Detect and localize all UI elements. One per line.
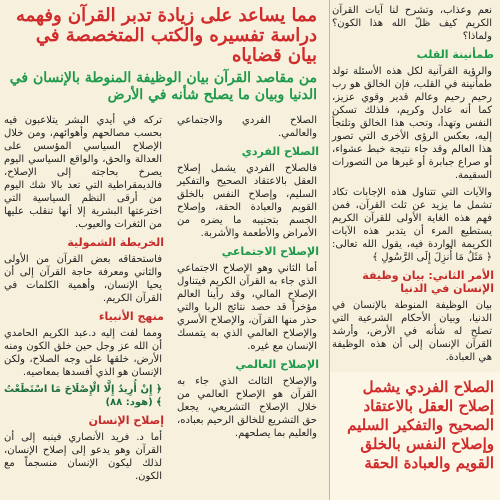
section-heading: الأمر الثاني: بيان وظيفة الإنسان في الدنيا (362, 269, 494, 295)
paragraph: والآيات التي تتناول هذه الإجابات تكاد تشمل ما يزيد عن ثلث القرآن، فمن فهم هذه الغاية الأولى للقرآن الكريم يستطيع المرء أن يتدبر هذه الآيات الكريمة الواردة فيه، يقول الله تعالى: ﴿ مَثَلُ مَا أُنزِلَ إِلَى الرَّسُولِ ﴾ (332, 187, 492, 263)
paragraph: فالصلاح الفردي يشمل إصلاح العقل بالاعتقاد الصحيح والتفكير السليم، وإصلاح النفس بالخلق القويم والعبادة الحقة، وإصلاح الجسم بتجنيبه ما يضره من الأمراض والأطعمة والأشربة. (177, 163, 317, 239)
middle-column (175, 110, 325, 439)
left-column (2, 110, 170, 500)
paragraph: نعم وعذاب، وتشرح لنا آيات القرآن الكريم كيف ظلّ الله هذا الكون؟ ولماذا؟ (332, 5, 492, 42)
paragraph: تركه في أيدي البشر يتلاعبون فيه بحسب مصالحهم وأهوائهم، ومن خلال الإصلاح السياسي المؤسس على العدالة والحق، والواقع السياسي اليوم يصرخ بحاجته إلى الإصلاح، فالديمقراطية التي تعد بالا شك اليوم من أرقى النظم السياسية التي اخترعتها البشرية إلا أنها تنقلب عليها من الثغرات والعيوب. (4, 115, 162, 230)
section-heading: الصلاح الفردي (241, 145, 319, 158)
section-heading: منهج الأنبياء (98, 310, 164, 323)
section-heading: الإصلاح العالمي (235, 358, 319, 371)
section-heading: إصلاح الإنسان (88, 414, 164, 427)
quran-quote: ﴿ إِنْ أُرِيدُ إِلَّا الْإِصْلَاحَ مَا اسْتَطَعْتُ ﴾ (هود: ٨٨) (4, 384, 162, 408)
pull-quote: الصلاح الفردي يشمل إصلاح العقل بالاعتقاد الصحيح والتفكير السليم وإصلاح النفس بالخلق القويم والعبادة الحقة (330, 372, 500, 500)
paragraph: الصلاح الفردي والاجتماعي والعالمي. (177, 115, 317, 139)
paragraph: فاستحقاقه بعض القرآن من الأولى والثاني ومعرفة حاجة القرآن إلى أن يحيا الإنسان، وأهمية الكلمات في القرآن الكريم. (4, 254, 162, 304)
paragraph: بيان الوظيفة المنوطة بالإنسان في الدنيا، وبيان الأحكام الشرعية التي تصلح له شأنه في الأرض، وأرشد القرآن الإنسان إلى أن هذه الوظيفة هي العبادة. (332, 300, 492, 363)
section-heading: الخريطة الشمولية (67, 236, 164, 249)
paragraph: ومما لفت إليه د.عبد الكريم الحامدي أن الله عز وجل حين خلق الكون ومنه الأرض، خلقها على وجه الصلاح، ولكن الإنسان هو الذي أفسدها بمعاصيه. (4, 328, 162, 378)
paragraph: أما الثاني وهو الإصلاح الاجتماعي الذي جاء به القرآن الكريم فيتناول الإصلاح المالي، وقد رأينا العالم مؤخراً قد حصد نتائج الربا والتي حذر منها القرآن، والإصلاح الأسري والإصلاح العالمي الذي به يتمسك الإنسان مع غيره. (177, 263, 317, 352)
paragraph: والرؤية القرآنية لكل هذه الأسئلة تولد طمأنينة في القلب، فإن الخالق هو رب رحيم رحيم وعالم قدير وقوي عزيز، كما أنه عادل وكريم، فلذلك تسكن النفس وتهدأ، وتحب هذا الخالق وتلتجأ إليه، بعكس الرؤى الأخرى التي تصور هذا العالم وقد جاء نتيجة خبط عشواء، أو صراع جبابرة أو غيرها من التصورات السقيمة. (332, 66, 492, 181)
section-heading: الإصلاح الاجتماعي (221, 245, 319, 258)
paragraph: والإصلاح الثالث الذي جاء به القرآن هو الإصلاح العالمي من خلال الإصلاح التشريعي، يجعل حق التشريع للخالق الرحيم بعباده، والعليم بما يصلحهم. (177, 376, 317, 439)
article-title: مما يساعد على زيادة تدبر القرآن وفهمه دراسة تفسيره والكتب المتخصصة في بيان قضاياه (16, 5, 317, 66)
article-subtitle: من مقاصد القرآن بيان الوظيفة المنوطة بالإنسان في الدنيا وبيان ما يصلح شأنه في الأرض (9, 70, 317, 103)
section-heading: طمأنينة القلب (416, 48, 494, 61)
paragraph: أما د. فريد الأنصاري فينبه إلى أن القرآن وهو يدعو إلى إصلاح الإنسان، لذلك ليكون الإنسان منسجماً مع الكون. (4, 432, 162, 482)
